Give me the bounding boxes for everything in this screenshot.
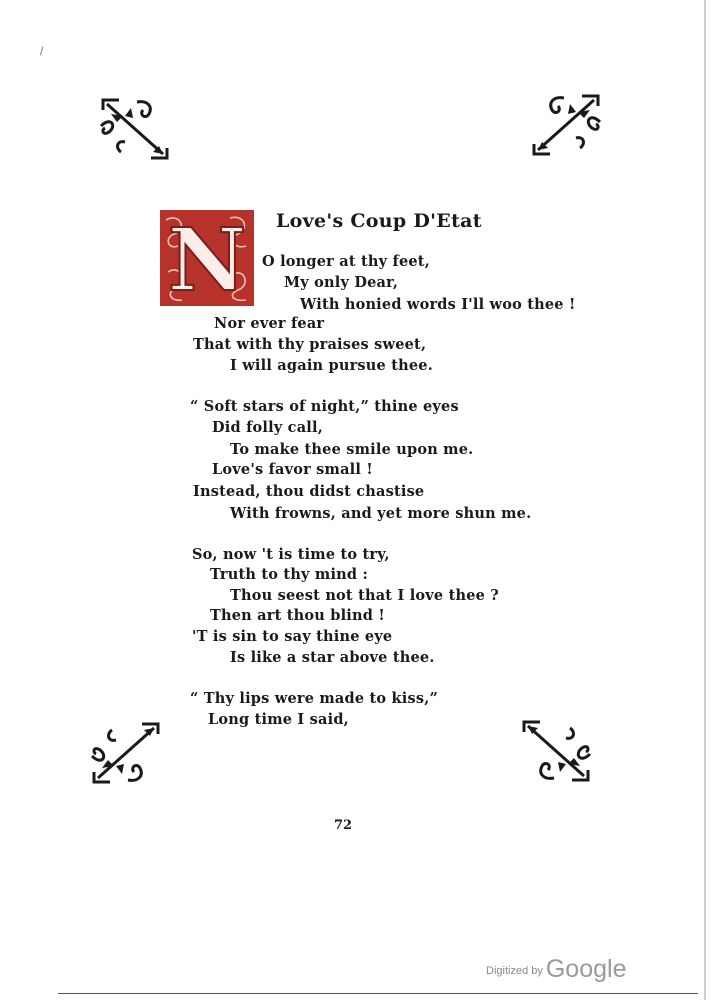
drop-cap-letter: N [167, 210, 247, 306]
poem-line: Truth to thy mind : [210, 566, 369, 583]
poem-line: Thou seest not that I love thee ? [230, 587, 500, 604]
ornament-icon [88, 720, 164, 786]
page-number: 72 [334, 818, 353, 833]
poem-line: Nor ever fear [214, 315, 325, 332]
poem-line: Instead, thou didst chastise [193, 483, 425, 500]
poem-line: Did folly call, [212, 419, 323, 436]
bottom-rule [58, 993, 698, 994]
poem-line: 'T is sin to say thine eye [192, 628, 393, 645]
ornament-icon [528, 92, 604, 158]
poem-line: Love's favor small ! [212, 461, 373, 478]
poem-line: With frowns, and yet more shun me. [230, 505, 532, 522]
poem-line: With honied words I'll woo thee ! [300, 296, 576, 313]
poem-line: Then art thou blind ! [210, 607, 385, 624]
poem-line: Is like a star above thee. [230, 649, 435, 666]
poem-line: I will again pursue thee. [230, 357, 433, 374]
watermark-prefix: Digitized by [486, 965, 543, 977]
poem-line: Long time I said, [208, 711, 349, 728]
corner-ornament-top-right [528, 92, 604, 158]
poem-line: So, now 't is time to try, [192, 546, 390, 563]
corner-ornament-bottom-left [88, 720, 164, 786]
poem-line: “ Thy lips were made to kiss,” [190, 690, 439, 707]
corner-ornament-bottom-right [518, 718, 594, 784]
digitized-watermark [486, 955, 626, 984]
ornament-icon [97, 96, 173, 162]
poem-line: To make thee smile upon me. [230, 441, 474, 458]
poem-line: O longer at thy feet, [262, 253, 430, 270]
page-edge [704, 0, 706, 1000]
poem-line: My only Dear, [284, 274, 399, 291]
ornament-icon [518, 718, 594, 784]
drop-cap [160, 210, 254, 306]
poem-line: “ Soft stars of night,” thine eyes [190, 398, 459, 415]
corner-ornament-top-left [97, 96, 173, 162]
watermark-brand: Google [545, 955, 627, 983]
margin-mark: / [40, 46, 44, 57]
poem-line: That with thy praises sweet, [193, 336, 427, 353]
poem-title: Love's Coup D'Etat [276, 210, 482, 232]
